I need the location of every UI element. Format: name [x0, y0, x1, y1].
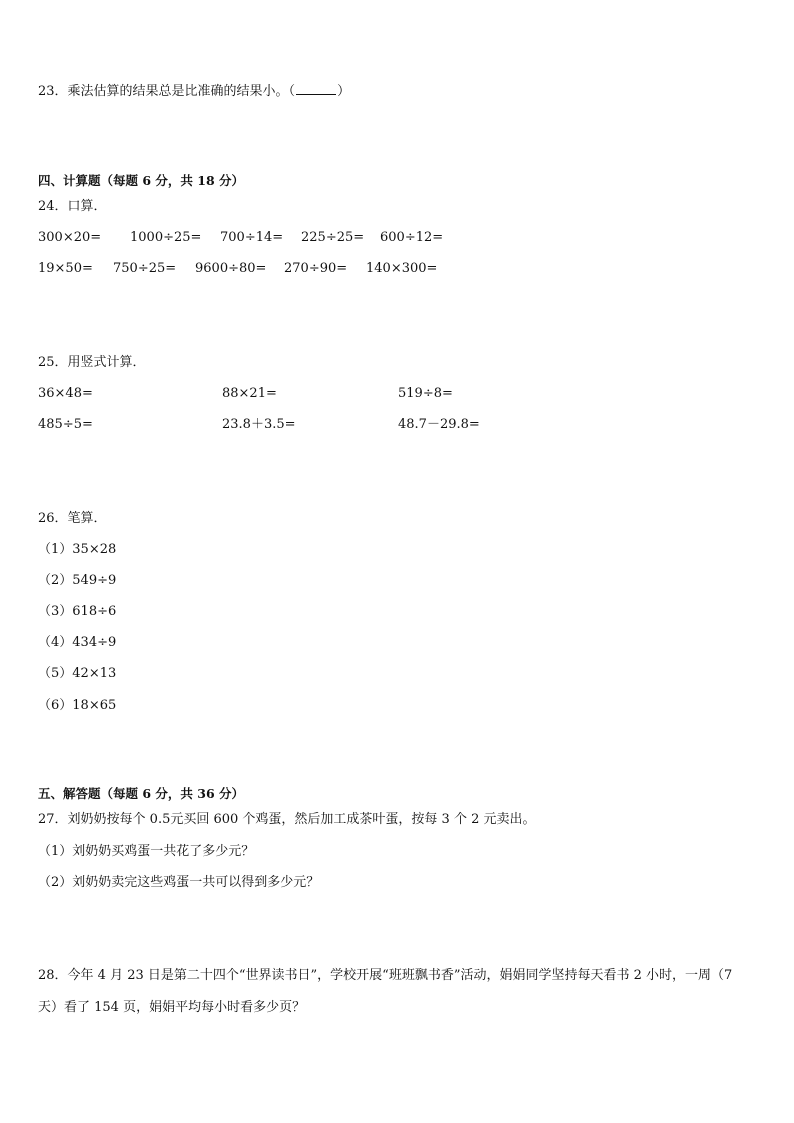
q25-item: 23.8＋3.5=: [222, 417, 296, 432]
q24-item: 600÷12=: [380, 230, 444, 245]
q24-item: 270÷90=: [284, 261, 348, 276]
question-28-line2: 天）看了 154 页，娟娟平均每小时看多少页？: [38, 1000, 306, 1015]
question-27-sub1: （1）刘奶奶买鸡蛋一共花了多少元？: [38, 844, 255, 859]
q25-item: 485÷5=: [38, 417, 93, 432]
question-25-title: 25．用竖式计算．: [38, 355, 146, 370]
question-26-title: 26．笔算．: [38, 511, 107, 526]
q25-item: 519÷8=: [398, 386, 453, 401]
question-24-title: 24．口算．: [38, 199, 107, 214]
q24-item: 9600÷80=: [195, 261, 267, 276]
question-23: [38, 83, 350, 100]
q26-item: （2）549÷9: [38, 573, 117, 588]
section-5-heading: 五、解答题（每题 6 分，共 36 分）: [38, 786, 245, 801]
q25-item: 36×48=: [38, 386, 93, 401]
q24-item: 225÷25=: [301, 230, 365, 245]
q24-item: 750÷25=: [113, 261, 177, 276]
question-27-sub2: （2）刘奶奶卖完这些鸡蛋一共可以得到多少元？: [38, 875, 320, 890]
q26-item: （6）18×65: [38, 698, 117, 713]
question-28-line1: 28．今年 4 月 23 日是第二十四个“世界读书日”，学校开展“班班飘书香”活动，娟娟同学坚持每天看书 2 小时，一周（7: [38, 968, 733, 983]
q25-item: 88×21=: [222, 386, 277, 401]
section-4-heading: 四、计算题（每题 6 分，共 18 分）: [38, 173, 245, 188]
question-27-text: 27．刘奶奶按每个 0.5元买回 600 个鸡蛋，然后加工成茶叶蛋，按每 3 个 2 元卖出。: [38, 812, 536, 827]
q26-item: （1）35×28: [38, 542, 117, 557]
q25-item: 48.7－29.8=: [398, 417, 480, 432]
q24-item: 1000÷25=: [130, 230, 202, 245]
q26-item: （5）42×13: [38, 666, 117, 681]
question-23-close: ）: [337, 84, 351, 99]
q26-item: （3）618÷6: [38, 604, 117, 619]
q24-item: 700÷14=: [220, 230, 284, 245]
question-23-text: 23．乘法估算的结果总是比准确的结果小。（: [38, 84, 296, 99]
q24-item: 140×300=: [366, 261, 438, 276]
q24-item: 19×50=: [38, 261, 93, 276]
answer-blank[interactable]: [296, 83, 336, 95]
q24-item: 300×20=: [38, 230, 102, 245]
q26-item: （4）434÷9: [38, 635, 117, 650]
